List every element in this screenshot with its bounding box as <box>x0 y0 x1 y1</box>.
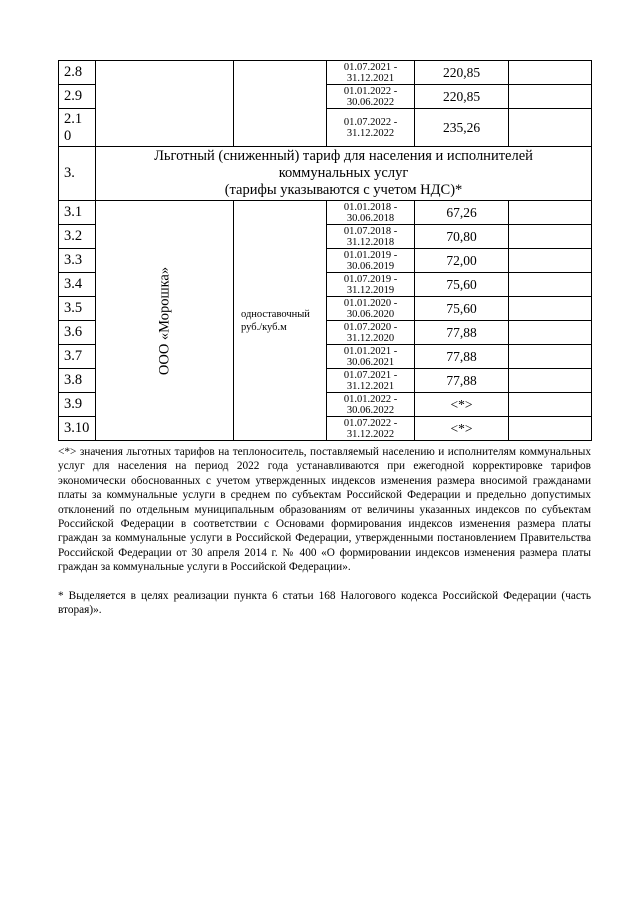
row-number: 3.5 <box>59 297 96 321</box>
section-header-row <box>59 147 592 201</box>
tariff-value: <*> <box>415 417 509 441</box>
unit-type: одноставочный <box>241 308 310 320</box>
period-cell: 01.01.2021 - 30.06.2021 <box>327 345 415 369</box>
period-cell: 01.07.2021 - 31.12.2021 <box>327 369 415 393</box>
tariff-value: 77,88 <box>415 369 509 393</box>
period-cell: 01.01.2022 - 30.06.2022 <box>327 85 415 109</box>
tariff-table <box>58 60 592 441</box>
footnote-vat: * Выделяется в целях реализации пункта 6 статьи 168 Налогового кодекса Российской Федерации (часть вторая)». <box>58 589 591 617</box>
org-cell <box>96 201 234 441</box>
row-number: 3.9 <box>59 393 96 417</box>
row-number: 2.9 <box>59 85 96 109</box>
table-row <box>59 61 592 85</box>
tariff-value: 67,26 <box>415 201 509 225</box>
row-number: 2.8 <box>59 61 96 85</box>
row-number: 3.10 <box>59 417 96 441</box>
empty-cell <box>509 321 592 345</box>
section-title-line: коммунальных услуг <box>278 165 409 181</box>
empty-cell <box>509 109 592 147</box>
empty-cell <box>509 369 592 393</box>
empty-cell <box>509 201 592 225</box>
row-number: 3.1 <box>59 201 96 225</box>
document-page <box>58 60 591 617</box>
row-number: 3.6 <box>59 321 96 345</box>
tariff-value: 75,60 <box>415 273 509 297</box>
empty-cell <box>509 417 592 441</box>
row-number: 2.1 0 <box>59 109 96 147</box>
row-number: 3.7 <box>59 345 96 369</box>
tariff-value: 75,60 <box>415 297 509 321</box>
period-cell: 01.07.2022 - 31.12.2022 <box>327 109 415 147</box>
period-cell: 01.07.2020 - 31.12.2020 <box>327 321 415 345</box>
tariff-value: <*> <box>415 393 509 417</box>
period-cell: 01.01.2022 - 30.06.2022 <box>327 393 415 417</box>
empty-cell <box>509 61 592 85</box>
empty-cell <box>509 85 592 109</box>
empty-cell <box>509 393 592 417</box>
tariff-value: 220,85 <box>415 85 509 109</box>
section-number: 3. <box>59 147 96 201</box>
period-cell: 01.07.2022 - 31.12.2022 <box>327 417 415 441</box>
footnote-tariff: <*> значения льготных тарифов на теплоноситель, поставляемый населению и исполнителям коммунальных услуг для населения на период 2022 года устанавливаются при ежегодной корректировке тарифов экономически обоснованных с учетом утвержденных индексов изменения размера вносимой гражданами платы за коммунальные услуги в среднем по субъектам Российской Федерации и предельно допустимых отклонений по отдельным муниципальным образованиям от величины указанных индексов по субъектам Российской Федерации в соответствии с Основами формирования индексов изменения размера платы граждан за коммунальные услуги в Российской Федерации, утвержденными постановлением Правительства Российской Федерации от 30 апреля 2014 г. № 400 «О формировании индексов изменения размера платы граждан за коммунальные услуги в Российской Федерации». <box>58 446 591 574</box>
row-number: 3.4 <box>59 273 96 297</box>
period-cell: 01.07.2021 - 31.12.2021 <box>327 61 415 85</box>
tariff-value: 77,88 <box>415 321 509 345</box>
org-cell-empty <box>96 61 234 147</box>
footnotes <box>58 445 591 617</box>
tariff-value: 220,85 <box>415 61 509 85</box>
period-cell: 01.01.2019 - 30.06.2019 <box>327 249 415 273</box>
tariff-value: 235,26 <box>415 109 509 147</box>
unit-measure: руб./куб.м <box>241 321 287 333</box>
tariff-value: 77,88 <box>415 345 509 369</box>
section-title-line: Льготный (сниженный) тариф для населения и исполнителей <box>154 148 533 164</box>
empty-cell <box>509 273 592 297</box>
period-cell: 01.07.2019 - 31.12.2019 <box>327 273 415 297</box>
period-cell: 01.07.2018 - 31.12.2018 <box>327 225 415 249</box>
unit-cell <box>234 201 327 441</box>
unit-cell-empty <box>234 61 327 147</box>
period-cell: 01.01.2018 - 30.06.2018 <box>327 201 415 225</box>
empty-cell <box>509 297 592 321</box>
row-number: 3.3 <box>59 249 96 273</box>
row-number: 3.2 <box>59 225 96 249</box>
empty-cell <box>509 249 592 273</box>
org-name: ООО «Морошка» <box>156 266 172 375</box>
empty-cell <box>509 345 592 369</box>
tariff-value: 70,80 <box>415 225 509 249</box>
table-row <box>59 201 592 225</box>
section-title <box>96 147 592 201</box>
empty-cell <box>509 225 592 249</box>
section-title-line: (тарифы указываются с учетом НДС)* <box>224 182 463 198</box>
row-number: 3.8 <box>59 369 96 393</box>
period-cell: 01.01.2020 - 30.06.2020 <box>327 297 415 321</box>
tariff-value: 72,00 <box>415 249 509 273</box>
